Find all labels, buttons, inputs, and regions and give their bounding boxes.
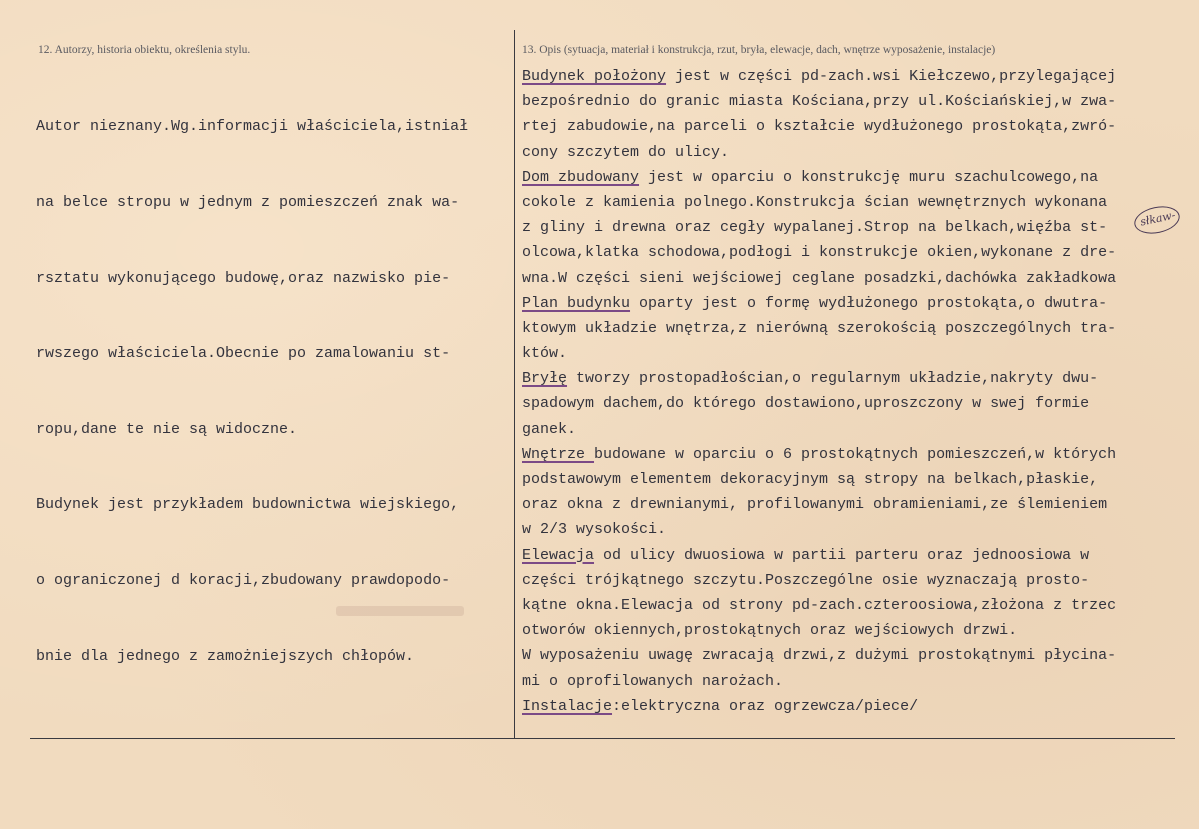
line-text: w 2/3 wysokości. <box>522 521 667 539</box>
underlined-heading: Plan budynku <box>522 294 631 312</box>
line-text: :elektryczna oraz ogrzewcza/piece/ <box>612 697 919 715</box>
line-text: rtej zabudowie,na parceli o kształcie wydłużonego prostokąta,zwró- <box>522 118 1117 136</box>
typed-line <box>522 266 1116 291</box>
line-text: z gliny i drewna oraz cegły wypalanej.Strop na belkach,więźba st- <box>522 219 1108 237</box>
section-13-header: 13. Opis (sytuacja, materiał i konstrukcja, rzut, bryła, elewacje, dach, wnętrze wyposażenie, instalacje) <box>522 44 996 56</box>
typed-line <box>522 467 1116 492</box>
line-text: wna.W części sieni wejściowej ceglane posadzki,dachówka zakładkowa <box>522 269 1117 287</box>
typed-line: Budynek jest przykładem budownictwa wiejskiego, <box>36 496 460 514</box>
typed-line <box>522 165 1116 190</box>
typed-line <box>522 140 1116 165</box>
section-13-text <box>522 64 1116 719</box>
line-text: któw. <box>522 345 568 363</box>
underlined-heading: Dom zbudowany <box>522 168 640 186</box>
underlined-heading: Wnętrze <box>522 445 595 463</box>
line-text: jest w oparciu o konstrukcję muru szachulcowego,na <box>639 168 1099 186</box>
line-text: cony szczytem do ulicy. <box>522 143 730 161</box>
typed-line <box>522 64 1116 89</box>
typed-line: rsztatu wykonującego budowę,oraz nazwisko pie- <box>36 269 451 287</box>
line-text: budowane w oparciu o 6 prostokątnych pomieszczeń,w których <box>594 445 1117 463</box>
line-text: ktowym układzie wnętrza,z nierówną szerokością poszczególnych tra- <box>522 319 1117 337</box>
typed-line <box>522 543 1116 568</box>
typed-line <box>522 391 1116 416</box>
typed-line <box>522 417 1116 442</box>
typed-line: na belce stropu w jednym z pomieszczeń znak wa- <box>36 194 460 211</box>
typed-line <box>522 593 1116 618</box>
underlined-heading: Elewacja <box>522 546 595 564</box>
typed-line <box>522 366 1116 391</box>
line-text: oraz okna z drewnianymi, profilowanymi obramieniami,ze ślemieniem <box>522 496 1108 514</box>
typed-line <box>522 291 1116 316</box>
typed-line <box>522 341 1116 366</box>
line-text: bezpośrednio do granic miasta Kościana,przy ul.Kościańskiej,w zwa- <box>522 93 1117 111</box>
typed-line: o ograniczonej d koracji,zbudowany prawdopodo- <box>36 571 451 589</box>
column-divider <box>514 30 515 738</box>
typed-line <box>522 190 1116 215</box>
typed-line <box>522 240 1116 265</box>
typed-line: ropu,dane te nie są widoczne. <box>36 420 298 438</box>
line-text: od ulicy dwuosiowa w partii parteru oraz jednoosiowa w <box>594 546 1090 564</box>
underlined-heading: Instalacje <box>522 697 613 715</box>
line-text: otworów okiennych,prostokątnych oraz wejściowych drzwi. <box>522 622 1018 640</box>
typed-line <box>522 442 1116 467</box>
typed-line <box>522 694 1116 719</box>
line-text: olcowa,klatka schodowa,podłogi i konstrukcje okien,wykonane z dre- <box>522 244 1117 262</box>
typed-line <box>522 618 1116 643</box>
line-text: cokole z kamienia polnego.Konstrukcja ścian wewnętrznych wykonana <box>522 193 1108 211</box>
line-text: części trójkątnego szczytu.Poszczególne osie wyznaczają prosto- <box>522 571 1090 589</box>
typed-line <box>522 316 1116 341</box>
typed-line <box>522 517 1116 542</box>
typed-line: bnie dla jednego z zamożniejszych chłopów. <box>36 647 415 665</box>
line-text: W wyposażeniu uwagę zwracają drzwi,z dużymi prostokątnymi płycina- <box>522 647 1117 665</box>
line-text: tworzy prostopadłościan,o regularnym układzie,nakryty dwu- <box>567 370 1099 388</box>
underlined-heading: Budynek położony <box>522 68 667 85</box>
section-12-header: 12. Autorzy, historia obiektu, określenia stylu. <box>38 44 251 56</box>
typed-line <box>522 568 1116 593</box>
line-text: oparty jest o formę wydłużonego prostokąta,o dwutra- <box>630 294 1108 312</box>
typed-line <box>522 89 1116 114</box>
handwritten-annotation: słkaw- <box>1139 208 1177 229</box>
line-text: spadowym dachem,do którego dostawiono,uproszczony w swej formie <box>522 395 1090 413</box>
faded-stamp-mark <box>336 606 464 616</box>
typed-line: rwszego właściciela.Obecnie po zamalowaniu st- <box>36 345 451 363</box>
bottom-rule <box>30 738 1175 739</box>
typed-line <box>522 114 1116 139</box>
line-text: ganek. <box>522 420 577 438</box>
line-text: jest w części pd-zach.wsi Kiełczewo,przylegającej <box>666 68 1117 85</box>
typed-line <box>522 215 1116 240</box>
section-12-text <box>36 64 468 719</box>
underlined-heading: Bryłę <box>522 370 568 388</box>
line-text: kątne okna.Elewacja od strony pd-zach.czteroosiowa,złożona z trzec <box>522 596 1117 614</box>
typed-line <box>522 492 1116 517</box>
line-text: podstawowym elementem dekoracyjnym są stropy na belkach,płaskie, <box>522 471 1099 488</box>
typed-line <box>522 669 1116 694</box>
typed-line: Autor nieznany.Wg.informacji właściciela,istniał <box>36 118 469 136</box>
line-text: mi o oprofilowanych narożach. <box>522 672 784 690</box>
typed-line <box>522 643 1116 668</box>
